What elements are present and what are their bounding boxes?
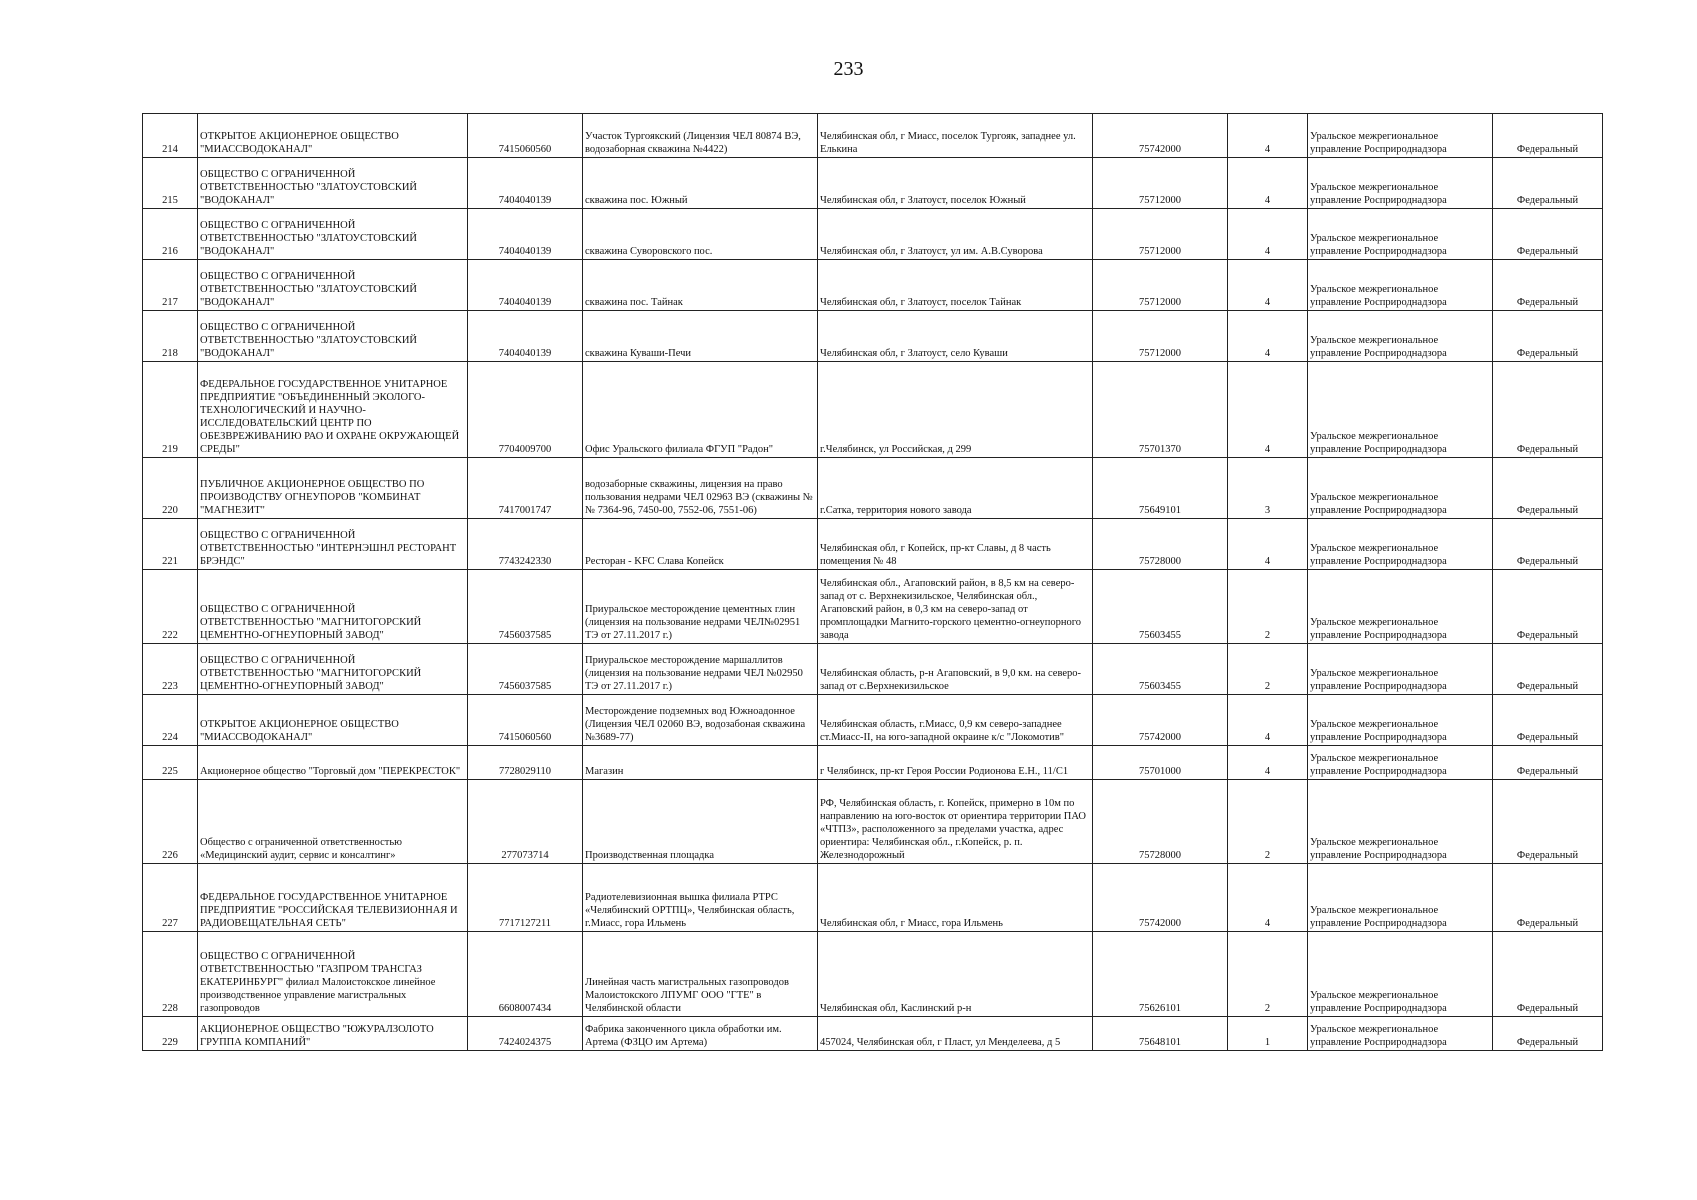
supervision-level: Федеральный: [1493, 114, 1603, 158]
row-number: 228: [143, 932, 198, 1017]
oktmo-cell: 75701000: [1093, 746, 1228, 780]
object-name: Приуральское месторождение цементных глин (лицензия на пользование недрами ЧЕЛ№02951 ТЭ от 27.11.2017 г.): [583, 570, 818, 644]
supervisory-authority: Уральское межрегиональное управление Росприроднадзора: [1308, 260, 1493, 311]
object-name: скважина пос. Южный: [583, 158, 818, 209]
table-row: [143, 260, 1603, 311]
supervision-level: Федеральный: [1493, 362, 1603, 458]
table-row: [143, 311, 1603, 362]
organization-name: ПУБЛИЧНОЕ АКЦИОНЕРНОЕ ОБЩЕСТВО ПО ПРОИЗВОДСТВУ ОГНЕУПОРОВ "КОМБИНАТ "МАГНЕЗИТ": [198, 458, 468, 519]
supervisory-authority: Уральское межрегиональное управление Росприроднадзора: [1308, 932, 1493, 1017]
object-name: Радиотелевизионная вышка филиала РТРС «Челябинский ОРТПЦ», Челябинская область, г.Миасс, гора Ильмень: [583, 864, 818, 932]
supervisory-authority: Уральское межрегиональное управление Росприроднадзора: [1308, 864, 1493, 932]
inn-cell: 7404040139: [468, 260, 583, 311]
table-row: [143, 362, 1603, 458]
supervisory-authority: Уральское межрегиональное управление Росприроднадзора: [1308, 311, 1493, 362]
object-name: Участок Тургоякский (Лицензия ЧЕЛ 80874 ВЭ, водозаборная скважина №4422): [583, 114, 818, 158]
row-number: 225: [143, 746, 198, 780]
organization-name: Акционерное общество "Торговый дом "ПЕРЕКРЕСТОК": [198, 746, 468, 780]
organization-name: ОБЩЕСТВО С ОГРАНИЧЕННОЙ ОТВЕТСТВЕННОСТЬЮ "ЗЛАТОУСТОВСКИЙ "ВОДОКАНАЛ": [198, 260, 468, 311]
supervisory-authority: Уральское межрегиональное управление Росприроднадзора: [1308, 209, 1493, 260]
inn-cell: 7404040139: [468, 311, 583, 362]
table-row: [143, 932, 1603, 1017]
oktmo-cell: 75742000: [1093, 114, 1228, 158]
oktmo-cell: 75728000: [1093, 519, 1228, 570]
category-cell: 4: [1228, 519, 1308, 570]
inn-cell: 7456037585: [468, 570, 583, 644]
category-cell: 2: [1228, 644, 1308, 695]
table-row: [143, 746, 1603, 780]
organization-name: ОБЩЕСТВО С ОГРАНИЧЕННОЙ ОТВЕТСТВЕННОСТЬЮ "ИНТЕРНЭШНЛ РЕСТОРАНТ БРЭНДС": [198, 519, 468, 570]
inn-cell: 7728029110: [468, 746, 583, 780]
object-address: Челябинская обл, Каслинский р-н: [818, 932, 1093, 1017]
category-cell: 4: [1228, 864, 1308, 932]
object-name: Магазин: [583, 746, 818, 780]
supervision-level: Федеральный: [1493, 932, 1603, 1017]
object-address: Челябинская обл, г Златоуст, поселок Тайнак: [818, 260, 1093, 311]
category-cell: 4: [1228, 260, 1308, 311]
row-number: 220: [143, 458, 198, 519]
oktmo-cell: 75603455: [1093, 644, 1228, 695]
category-cell: 4: [1228, 114, 1308, 158]
organization-name: ОТКРЫТОЕ АКЦИОНЕРНОЕ ОБЩЕСТВО "МИАССВОДОКАНАЛ": [198, 114, 468, 158]
object-name: скважина Суворовского пос.: [583, 209, 818, 260]
row-number: 222: [143, 570, 198, 644]
object-address: г.Сатка, территория нового завода: [818, 458, 1093, 519]
object-address: Челябинская обл, г Копейск, пр-кт Славы, д 8 часть помещения № 48: [818, 519, 1093, 570]
object-name: Офис Уральского филиала ФГУП "Радон": [583, 362, 818, 458]
supervisory-authority: Уральское межрегиональное управление Росприроднадзора: [1308, 746, 1493, 780]
oktmo-cell: 75701370: [1093, 362, 1228, 458]
inn-cell: 7456037585: [468, 644, 583, 695]
inn-cell: 277073714: [468, 780, 583, 864]
inn-cell: 7743242330: [468, 519, 583, 570]
organization-name: ОБЩЕСТВО С ОГРАНИЧЕННОЙ ОТВЕТСТВЕННОСТЬЮ "МАГНИТОГОРСКИЙ ЦЕМЕНТНО-ОГНЕУПОРНЫЙ ЗАВОД": [198, 644, 468, 695]
oktmo-cell: 75712000: [1093, 209, 1228, 260]
oktmo-cell: 75712000: [1093, 158, 1228, 209]
supervision-level: Федеральный: [1493, 458, 1603, 519]
row-number: 215: [143, 158, 198, 209]
organization-name: ФЕДЕРАЛЬНОЕ ГОСУДАРСТВЕННОЕ УНИТАРНОЕ ПРЕДПРИЯТИЕ "ОБЪЕДИНЕННЫЙ ЭКОЛОГО-ТЕХНОЛОГИЧЕСКИЙ И НАУЧНО-ИССЛЕДОВАТЕЛЬСКИЙ ЦЕНТР ПО ОБЕЗВРЕЖИВАНИЮ РАО И ОХРАНЕ ОКРУЖАЮЩЕЙ СРЕДЫ": [198, 362, 468, 458]
oktmo-cell: 75649101: [1093, 458, 1228, 519]
table-row: [143, 458, 1603, 519]
object-address: г Челябинск, пр-кт Героя России Родионова Е.Н., 11/С1: [818, 746, 1093, 780]
object-name: Месторождение подземных вод Южноадонное (Лицензия ЧЕЛ 02060 ВЭ, водозабоная скважина №3689-77): [583, 695, 818, 746]
supervision-level: Федеральный: [1493, 519, 1603, 570]
supervisory-authority: Уральское межрегиональное управление Росприроднадзора: [1308, 695, 1493, 746]
object-address: г.Челябинск, ул Российская, д 299: [818, 362, 1093, 458]
category-cell: 4: [1228, 209, 1308, 260]
object-address: Челябинская обл, г Миасс, поселок Тургояк, западнее ул. Елькина: [818, 114, 1093, 158]
table-row: [143, 158, 1603, 209]
oktmo-cell: 75626101: [1093, 932, 1228, 1017]
registry-body: [143, 114, 1603, 1051]
organization-name: ОТКРЫТОЕ АКЦИОНЕРНОЕ ОБЩЕСТВО "МИАССВОДОКАНАЛ": [198, 695, 468, 746]
supervision-level: Федеральный: [1493, 158, 1603, 209]
row-number: 221: [143, 519, 198, 570]
supervision-level: Федеральный: [1493, 746, 1603, 780]
oktmo-cell: 75742000: [1093, 695, 1228, 746]
table-row: [143, 780, 1603, 864]
inn-cell: 7417001747: [468, 458, 583, 519]
category-cell: 3: [1228, 458, 1308, 519]
row-number: 216: [143, 209, 198, 260]
object-address: Челябинская область, р-н Агаповский, в 9,0 км. на северо-запад от с.Верхнекизильское: [818, 644, 1093, 695]
supervision-level: Федеральный: [1493, 209, 1603, 260]
supervision-level: Федеральный: [1493, 780, 1603, 864]
page-number: 233: [833, 58, 864, 80]
supervisory-authority: Уральское межрегиональное управление Росприроднадзора: [1308, 114, 1493, 158]
organization-name: ОБЩЕСТВО С ОГРАНИЧЕННОЙ ОТВЕТСТВЕННОСТЬЮ "ЗЛАТОУСТОВСКИЙ "ВОДОКАНАЛ": [198, 311, 468, 362]
inn-cell: 7415060560: [468, 114, 583, 158]
oktmo-cell: 75742000: [1093, 864, 1228, 932]
organization-name: ОБЩЕСТВО С ОГРАНИЧЕННОЙ ОТВЕТСТВЕННОСТЬЮ "ЗЛАТОУСТОВСКИЙ "ВОДОКАНАЛ": [198, 158, 468, 209]
inn-cell: 7717127211: [468, 864, 583, 932]
object-address: Челябинская обл, г Миасс, гора Ильмень: [818, 864, 1093, 932]
supervisory-authority: Уральское межрегиональное управление Росприроднадзора: [1308, 158, 1493, 209]
category-cell: 4: [1228, 311, 1308, 362]
table-row: [143, 209, 1603, 260]
oktmo-cell: 75712000: [1093, 311, 1228, 362]
table-row: [143, 570, 1603, 644]
object-name: водозаборные скважины, лицензия на право пользования недрами ЧЕЛ 02963 ВЭ (скважины №№ 7364-96, 7450-00, 7552-06, 7551-06): [583, 458, 818, 519]
organization-name: ОБЩЕСТВО С ОГРАНИЧЕННОЙ ОТВЕТСТВЕННОСТЬЮ "МАГНИТОГОРСКИЙ ЦЕМЕНТНО-ОГНЕУПОРНЫЙ ЗАВОД": [198, 570, 468, 644]
object-address: Челябинская область, г.Миасс, 0,9 км северо-западнее ст.Миасс-II, на юго-западной окраине к/с "Локомотив": [818, 695, 1093, 746]
category-cell: 4: [1228, 695, 1308, 746]
object-address: Челябинская обл., Агаповский район, в 8,5 км на северо-запад от с. Верхнекизильское, Челябинская обл., Агаповский район, в 0,3 км на северо-запад от промплощадки Магнито-горского цементно-огнеупорного завода: [818, 570, 1093, 644]
row-number: 223: [143, 644, 198, 695]
table-row: [143, 114, 1603, 158]
oktmo-cell: 75712000: [1093, 260, 1228, 311]
inn-cell: 7704009700: [468, 362, 583, 458]
row-number: 224: [143, 695, 198, 746]
registry-table: [142, 113, 1603, 1051]
supervisory-authority: Уральское межрегиональное управление Росприроднадзора: [1308, 644, 1493, 695]
object-name: скважина Куваши-Печи: [583, 311, 818, 362]
organization-name: ОБЩЕСТВО С ОГРАНИЧЕННОЙ ОТВЕТСТВЕННОСТЬЮ "ЗЛАТОУСТОВСКИЙ "ВОДОКАНАЛ": [198, 209, 468, 260]
inn-cell: 7415060560: [468, 695, 583, 746]
table-row: [143, 1017, 1603, 1051]
category-cell: 2: [1228, 780, 1308, 864]
object-name: Ресторан - KFC Слава Копейск: [583, 519, 818, 570]
object-address: Челябинская обл, г Златоуст, поселок Южный: [818, 158, 1093, 209]
table-row: [143, 519, 1603, 570]
supervision-level: Федеральный: [1493, 644, 1603, 695]
row-number: 226: [143, 780, 198, 864]
organization-name: Общество с ограниченной ответственностью «Медицинский аудит, сервис и консалтинг»: [198, 780, 468, 864]
category-cell: 4: [1228, 158, 1308, 209]
organization-name: АКЦИОНЕРНОЕ ОБЩЕСТВО "ЮЖУРАЛЗОЛОТО ГРУППА КОМПАНИЙ": [198, 1017, 468, 1051]
table-row: [143, 695, 1603, 746]
supervisory-authority: Уральское межрегиональное управление Росприроднадзора: [1308, 1017, 1493, 1051]
supervision-level: Федеральный: [1493, 864, 1603, 932]
supervision-level: Федеральный: [1493, 260, 1603, 311]
object-address: Челябинская обл, г Златоуст, село Куваши: [818, 311, 1093, 362]
oktmo-cell: 75603455: [1093, 570, 1228, 644]
row-number: 217: [143, 260, 198, 311]
object-name: Производственная площадка: [583, 780, 818, 864]
supervisory-authority: Уральское межрегиональное управление Росприроднадзора: [1308, 362, 1493, 458]
category-cell: 4: [1228, 746, 1308, 780]
supervisory-authority: Уральское межрегиональное управление Росприроднадзора: [1308, 570, 1493, 644]
row-number: 219: [143, 362, 198, 458]
object-name: Приуральское месторождение маршаллитов (лицензия на пользование недрами ЧЕЛ №02950 ТЭ от 27.11.2017 г.): [583, 644, 818, 695]
table-row: [143, 644, 1603, 695]
inn-cell: 6608007434: [468, 932, 583, 1017]
category-cell: 2: [1228, 570, 1308, 644]
supervisory-authority: Уральское межрегиональное управление Росприроднадзора: [1308, 780, 1493, 864]
row-number: 218: [143, 311, 198, 362]
inn-cell: 7404040139: [468, 158, 583, 209]
table-row: [143, 864, 1603, 932]
category-cell: 2: [1228, 932, 1308, 1017]
supervisory-authority: Уральское межрегиональное управление Росприроднадзора: [1308, 458, 1493, 519]
object-name: Линейная часть магистральных газопроводов Малоистокского ЛПУМГ ООО "ГТЕ" в Челябинской области: [583, 932, 818, 1017]
supervision-level: Федеральный: [1493, 570, 1603, 644]
object-name: скважина пос. Тайнак: [583, 260, 818, 311]
organization-name: ФЕДЕРАЛЬНОЕ ГОСУДАРСТВЕННОЕ УНИТАРНОЕ ПРЕДПРИЯТИЕ "РОССИЙСКАЯ ТЕЛЕВИЗИОННАЯ И РАДИОВЕЩАТЕЛЬНАЯ СЕТЬ": [198, 864, 468, 932]
inn-cell: 7424024375: [468, 1017, 583, 1051]
object-address: 457024, Челябинская обл, г Пласт, ул Менделеева, д 5: [818, 1017, 1093, 1051]
supervision-level: Федеральный: [1493, 695, 1603, 746]
object-address: Челябинская обл, г Златоуст, ул им. А.В.Суворова: [818, 209, 1093, 260]
supervision-level: Федеральный: [1493, 311, 1603, 362]
supervision-level: Федеральный: [1493, 1017, 1603, 1051]
category-cell: 1: [1228, 1017, 1308, 1051]
oktmo-cell: 75648101: [1093, 1017, 1228, 1051]
object-name: Фабрика законченного цикла обработки им. Артема (ФЗЦО им Артема): [583, 1017, 818, 1051]
object-address: РФ, Челябинская область, г. Копейск, примерно в 10м по направлению на юго-восток от ориентира территории ПАО «ЧТПЗ», расположенного за пределами участка, адрес ориентира: Челябинская обл., г.Копейск, р. п. Железнодорожный: [818, 780, 1093, 864]
row-number: 229: [143, 1017, 198, 1051]
row-number: 227: [143, 864, 198, 932]
row-number: 214: [143, 114, 198, 158]
organization-name: ОБЩЕСТВО С ОГРАНИЧЕННОЙ ОТВЕТСТВЕННОСТЬЮ "ГАЗПРОМ ТРАНСГАЗ ЕКАТЕРИНБУРГ" филиал Малоистокское линейное производственное управление магистральных газопроводов: [198, 932, 468, 1017]
supervisory-authority: Уральское межрегиональное управление Росприроднадзора: [1308, 519, 1493, 570]
oktmo-cell: 75728000: [1093, 780, 1228, 864]
inn-cell: 7404040139: [468, 209, 583, 260]
category-cell: 4: [1228, 362, 1308, 458]
